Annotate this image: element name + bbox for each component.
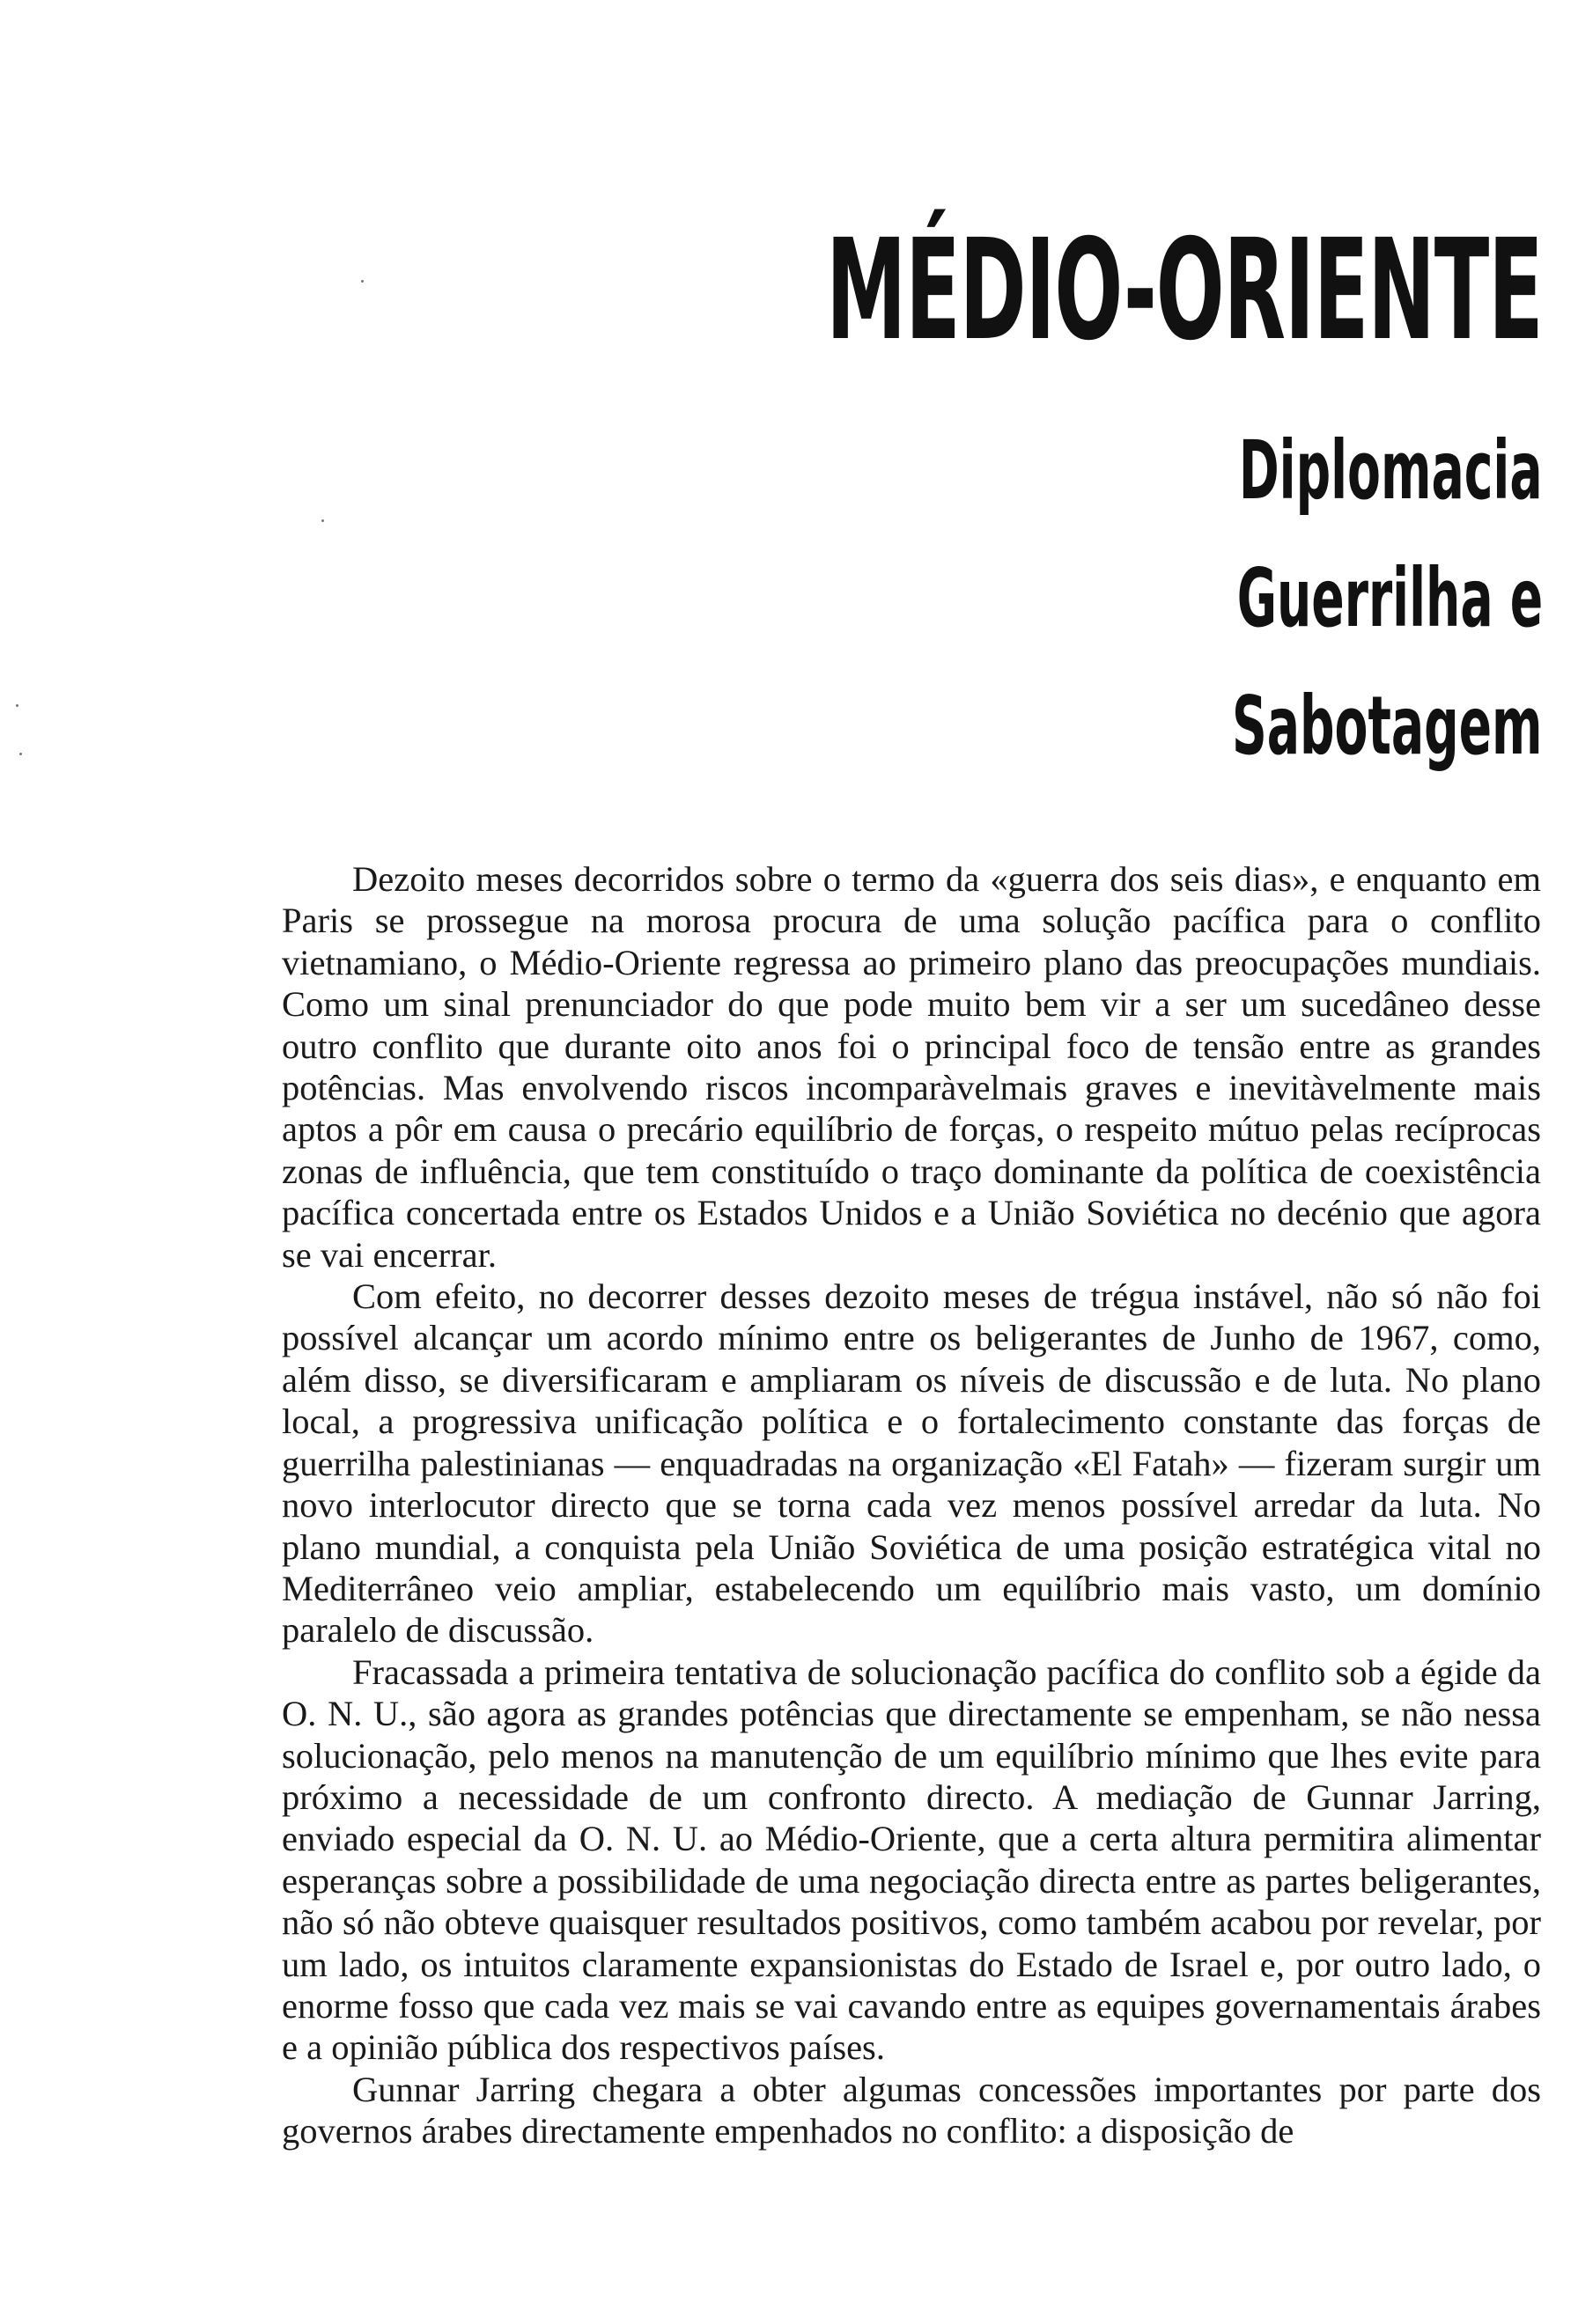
article-subtitle-line-3: Sabotagem [1232,679,1543,773]
article-paragraph: Com efeito, no decorrer desses dezoito meses de trégua instável, não só não foi possível alcançar um acordo mínimo entre os beligerantes de Junho de 1967, como, além disso, se diversificaram e ampliaram os níveis de discussão e de luta. No plano local, a progressiva unificação política e o fortalecimento constante das forças de guerrilha palestinianas — enquadradas na organização «El Fatah» — fizeram surgir um novo interlocutor directo que se torna cada vez menos possível arredar da luta. No plano mundial, a conquista pela União Soviética de uma posição estratégica vital no Mediterrâneo veio ampliar, estabelecendo um equilíbrio mais vasto, um domínio paralelo de discussão. [282,1276,1541,1651]
article-paragraph: Gunnar Jarring chegara a obter algumas concessões importantes por parte dos governos árabes directamente empenhados no conflito: a disposição de [282,2069,1541,2151]
article-body [282,858,1541,2152]
article-subtitle-line-2: Guerrilha e [1236,551,1543,645]
scan-speck [16,704,18,707]
article-subtitle-line-1: Diplomacia [1239,423,1543,518]
scan-speck [361,280,364,283]
scan-speck [321,519,324,522]
article-title: MÉDIO-ORIENTE [826,210,1543,371]
scan-speck [19,753,22,755]
article-paragraph: Fracassada a primeira tentativa de solucionação pacífica do conflito sob a égide da O. N. U., são agora as grandes potências que directamente se empenham, se não nessa solucionação, pelo menos na manutenção de um equilíbrio mínimo que lhes evite para próximo a necessidade de um confronto directo. A mediação de Gunnar Jarring, enviado especial da O. N. U. ao Médio-Oriente, que a certa altura permitira alimentar esperanças sobre a possibilidade de uma negociação directa entre as partes beligerantes, não só não obteve quaisquer resultados positivos, como também acabou por revelar, por um lado, os intuitos claramente expansionistas do Estado de Israel e, por outro lado, o enorme fosso que cada vez mais se vai cavando entre as equipes governamentais árabes e a opinião pública dos respectivos países. [282,1651,1541,2068]
article-paragraph: Dezoito meses decorridos sobre o termo da «guerra dos seis dias», e enquanto em Paris se prossegue na morosa procura de uma solução pacífica para o conflito vietnamiano, o Médio-Oriente regressa ao primeiro plano das preocupações mundiais. Como um sinal prenunciador do que pode muito bem vir a ser um sucedâneo desse outro conflito que durante oito anos foi o principal foco de tensão entre as grandes potências. Mas envolvendo riscos incomparàvelmais graves e inevitàvelmente mais aptos a pôr em causa o precário equilíbrio de forças, o respeito mútuo pelas recíprocas zonas de influência, que tem constituído o traço dominante da política de coexistência pacífica concertada entre os Estados Unidos e a União Soviética no decénio que agora se vai encerrar. [282,859,1541,1275]
